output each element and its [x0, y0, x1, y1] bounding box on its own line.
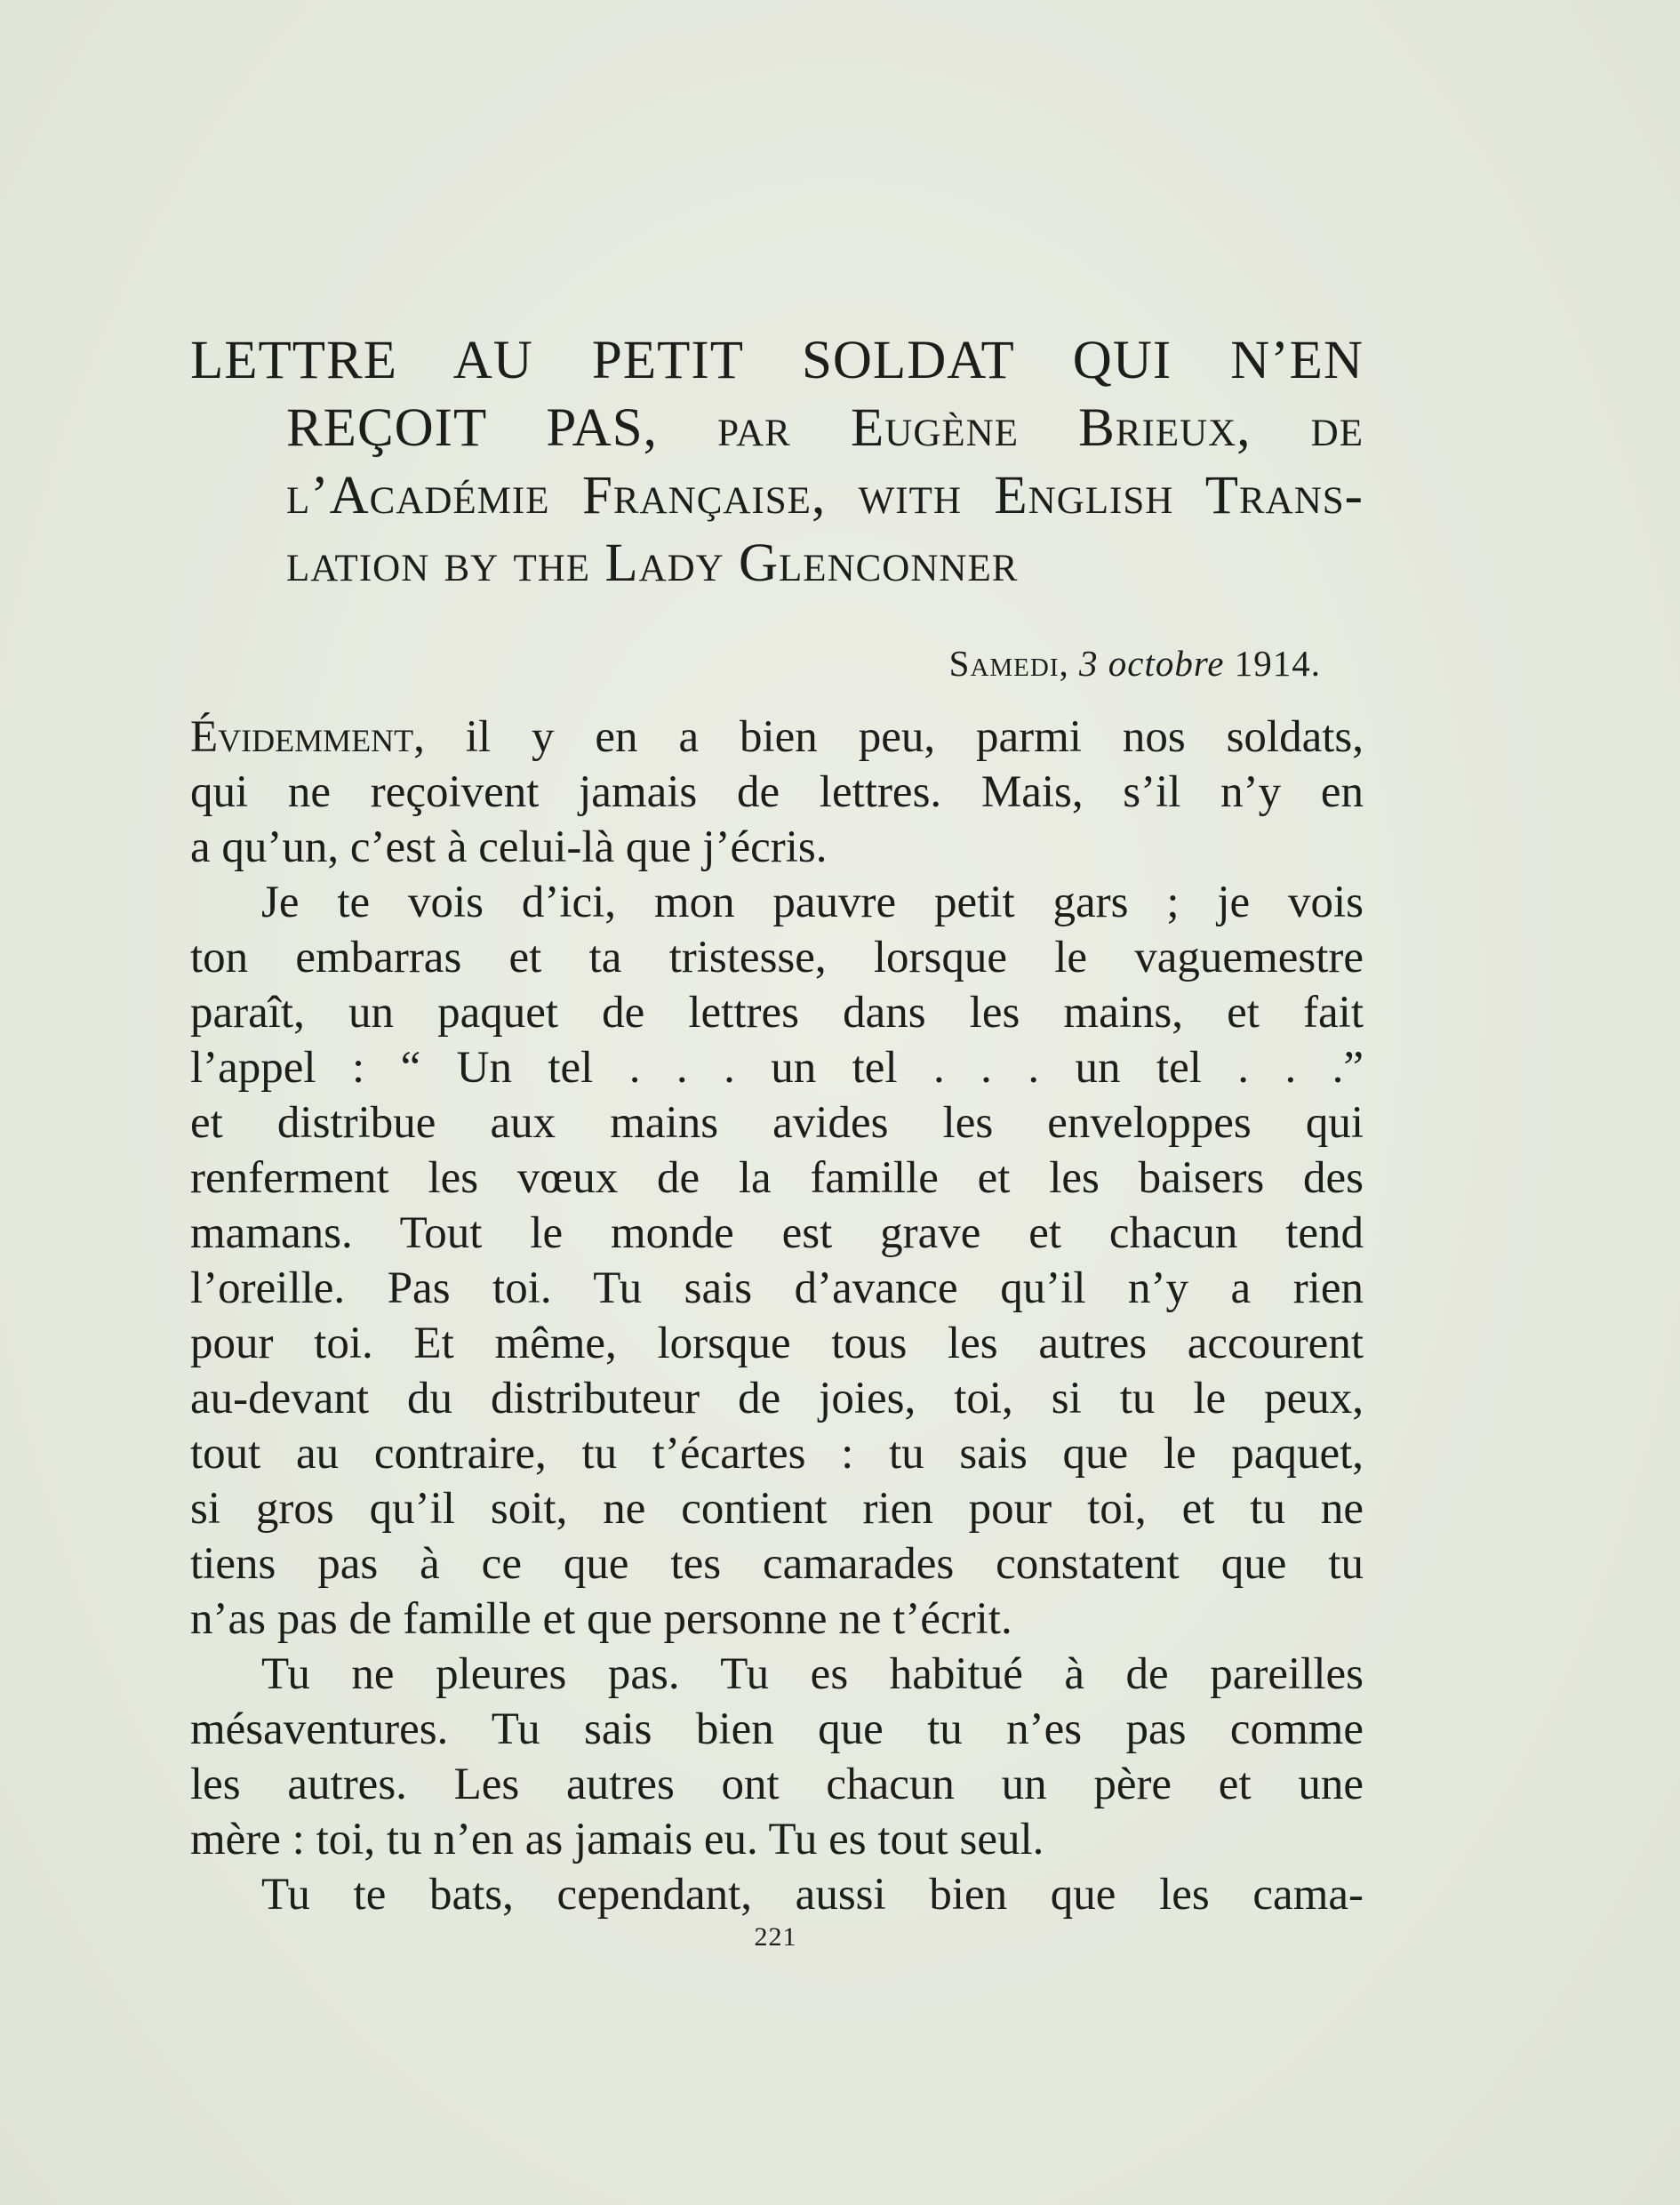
body-line: et distribue aux mains avides les enveloppes qui — [190, 1098, 1364, 1148]
chapter-title — [190, 327, 1364, 597]
body-line: Évidemment, il y en a bien peu, parmi nos soldats, — [190, 712, 1364, 762]
body-line: tiens pas à ce que tes camarades constatent que tu — [190, 1539, 1364, 1589]
body-line: renferment les vœux de la famille et les baisers des — [190, 1153, 1364, 1203]
body-line: a qu’un, c’est à celui-là que j’écris. — [190, 822, 828, 872]
dateline-year: 1914. — [1234, 643, 1321, 684]
title-line-3: l’Académie Française, with English Trans- — [286, 466, 1364, 525]
body-line: mamans. Tout le monde est grave et chacun tend — [190, 1208, 1364, 1258]
body-line: Tu te bats, cependant, aussi bien que les cama- — [261, 1870, 1364, 1920]
body-line: mère : toi, tu n’en as jamais eu. Tu es tout seul. — [190, 1815, 1044, 1864]
body-line: pour toi. Et même, lorsque tous les autres accourent — [190, 1319, 1364, 1368]
body-line: ton embarras et ta tristesse, lorsque le vaguemestre — [190, 933, 1364, 982]
title-line-2: REÇOIT PAS, par Eugène Brieux, de — [286, 398, 1364, 458]
dateline — [190, 642, 1321, 685]
page-number: 221 — [754, 1922, 797, 1952]
letter-body — [190, 710, 1364, 1922]
dateline-date: 3 octobre — [1079, 643, 1225, 684]
body-line: tout au contraire, tu t’écartes : tu sais que le paquet, — [190, 1429, 1364, 1479]
body-line: l’oreille. Pas toi. Tu sais d’avance qu’il n’y a rien — [190, 1263, 1364, 1313]
opening-word: Évidemment, — [190, 712, 425, 762]
body-line: n’as pas de famille et que personne ne t’écrit. — [190, 1594, 1012, 1644]
dateline-day: Samedi, — [948, 643, 1069, 684]
body-line: Je te vois d’ici, mon pauvre petit gars ; je vois — [261, 878, 1364, 927]
body-line: si gros qu’il soit, ne contient rien pour toi, et tu ne — [190, 1484, 1364, 1534]
body-line: l’appel : “ Un tel . . . un tel . . . un tel . . .” — [190, 1043, 1364, 1093]
body-line: mésaventures. Tu sais bien que tu n’es pas comme — [190, 1704, 1364, 1754]
body-line: paraît, un paquet de lettres dans les mains, et fait — [190, 988, 1364, 1038]
body-line: au-devant du distributeur de joies, toi, si tu le peux, — [190, 1374, 1364, 1423]
title-line-1: LETTRE AU PETIT SOLDAT QUI N’EN — [190, 331, 1364, 390]
body-line: Tu ne pleures pas. Tu es habitué à de pareilles — [261, 1649, 1364, 1699]
body-line: les autres. Les autres ont chacun un père et une — [190, 1760, 1364, 1809]
title-line-4: lation by the Lady Glenconner — [286, 533, 1019, 593]
body-line: qui ne reçoivent jamais de lettres. Mais, s’il n’y en — [190, 767, 1364, 817]
